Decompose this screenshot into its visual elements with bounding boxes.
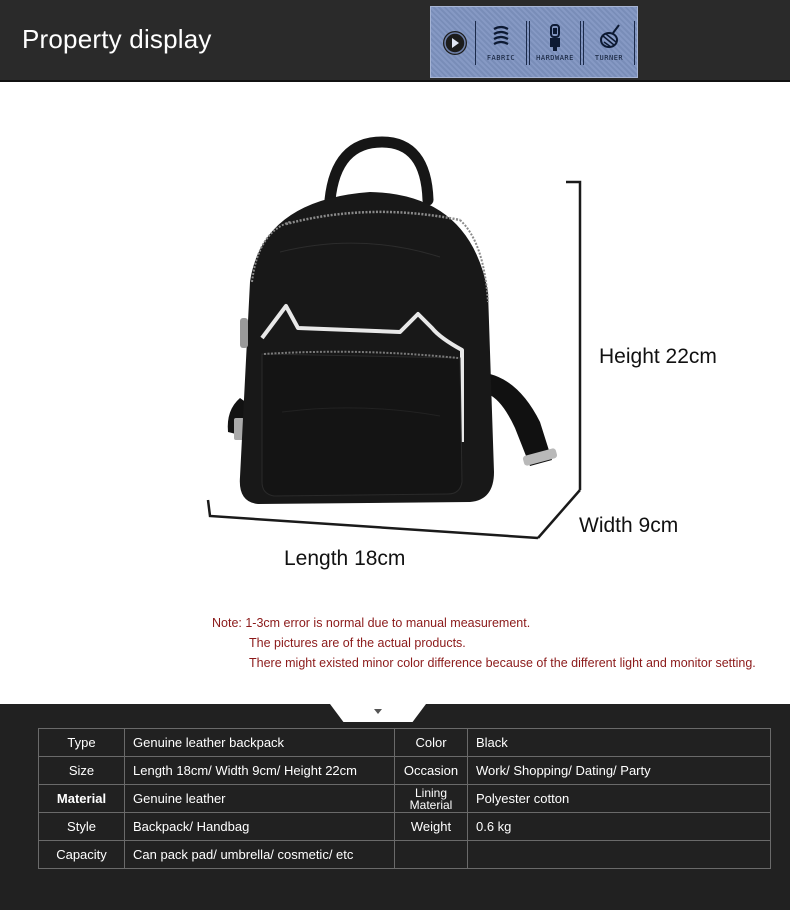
page-title: Property display <box>22 24 212 54</box>
spec-value: Polyester cotton <box>468 785 771 813</box>
spec-key <box>395 785 468 813</box>
note-line-1: Note: 1-3cm error is normal due to manual measurement. <box>212 616 531 630</box>
width-label: Width 9cm <box>579 514 679 537</box>
hardware-feature <box>529 21 581 65</box>
height-dimension-line <box>566 182 580 490</box>
spec-key: Size <box>39 757 125 785</box>
spec-value: 0.6 kg <box>468 813 771 841</box>
spec-value: Genuine leather <box>125 785 395 813</box>
length-label: Length 18cm <box>284 547 406 570</box>
note-line-2: The pictures are of the actual products. <box>249 636 466 650</box>
table-row <box>39 785 771 813</box>
play-icon[interactable] <box>443 31 467 55</box>
turner-feature <box>583 21 635 65</box>
table-row <box>39 841 771 869</box>
spec-key <box>395 841 468 869</box>
spec-section <box>0 704 790 910</box>
table-row <box>39 729 771 757</box>
spec-key-line-2: Material <box>409 797 453 812</box>
product-dimension-view <box>0 82 790 704</box>
hardware-label: HARDWARE <box>536 54 574 62</box>
chevron-down-icon <box>374 709 382 714</box>
spec-key: Type <box>39 729 125 757</box>
fabric-feature <box>475 21 527 65</box>
spec-tab <box>330 704 426 722</box>
spec-key: Material <box>39 785 125 813</box>
spec-key: Capacity <box>39 841 125 869</box>
note-line-3: There might existed minor color difference because of the different light and monitor setting. <box>249 656 756 670</box>
table-row <box>39 813 771 841</box>
spec-key: Style <box>39 813 125 841</box>
fabric-icon <box>491 23 511 51</box>
spec-key: Color <box>395 729 468 757</box>
spec-key: Weight <box>395 813 468 841</box>
spec-value: Black <box>468 729 771 757</box>
spec-value: Backpack/ Handbag <box>125 813 395 841</box>
page-header <box>0 0 790 82</box>
fabric-label: FABRIC <box>486 54 516 62</box>
spec-value: Length 18cm/ Width 9cm/ Height 22cm <box>125 757 395 785</box>
turner-label: TURNER <box>594 54 624 62</box>
length-dimension-line <box>208 500 538 538</box>
feature-icon-panel <box>430 6 638 78</box>
turner-icon <box>599 23 621 51</box>
spec-value: Genuine leather backpack <box>125 729 395 757</box>
spec-value <box>468 841 771 869</box>
measurement-note <box>212 613 756 673</box>
hardware-icon <box>545 23 565 53</box>
width-dimension-line <box>538 490 580 538</box>
spec-value: Can pack pad/ umbrella/ cosmetic/ etc <box>125 841 395 869</box>
height-label: Height 22cm <box>599 345 717 368</box>
table-row <box>39 757 771 785</box>
spec-key-line-1: Lining <box>414 785 448 800</box>
spec-key: Occasion <box>395 757 468 785</box>
backpack-illustration <box>0 82 790 704</box>
spec-table <box>38 728 771 869</box>
spec-value: Work/ Shopping/ Dating/ Party <box>468 757 771 785</box>
